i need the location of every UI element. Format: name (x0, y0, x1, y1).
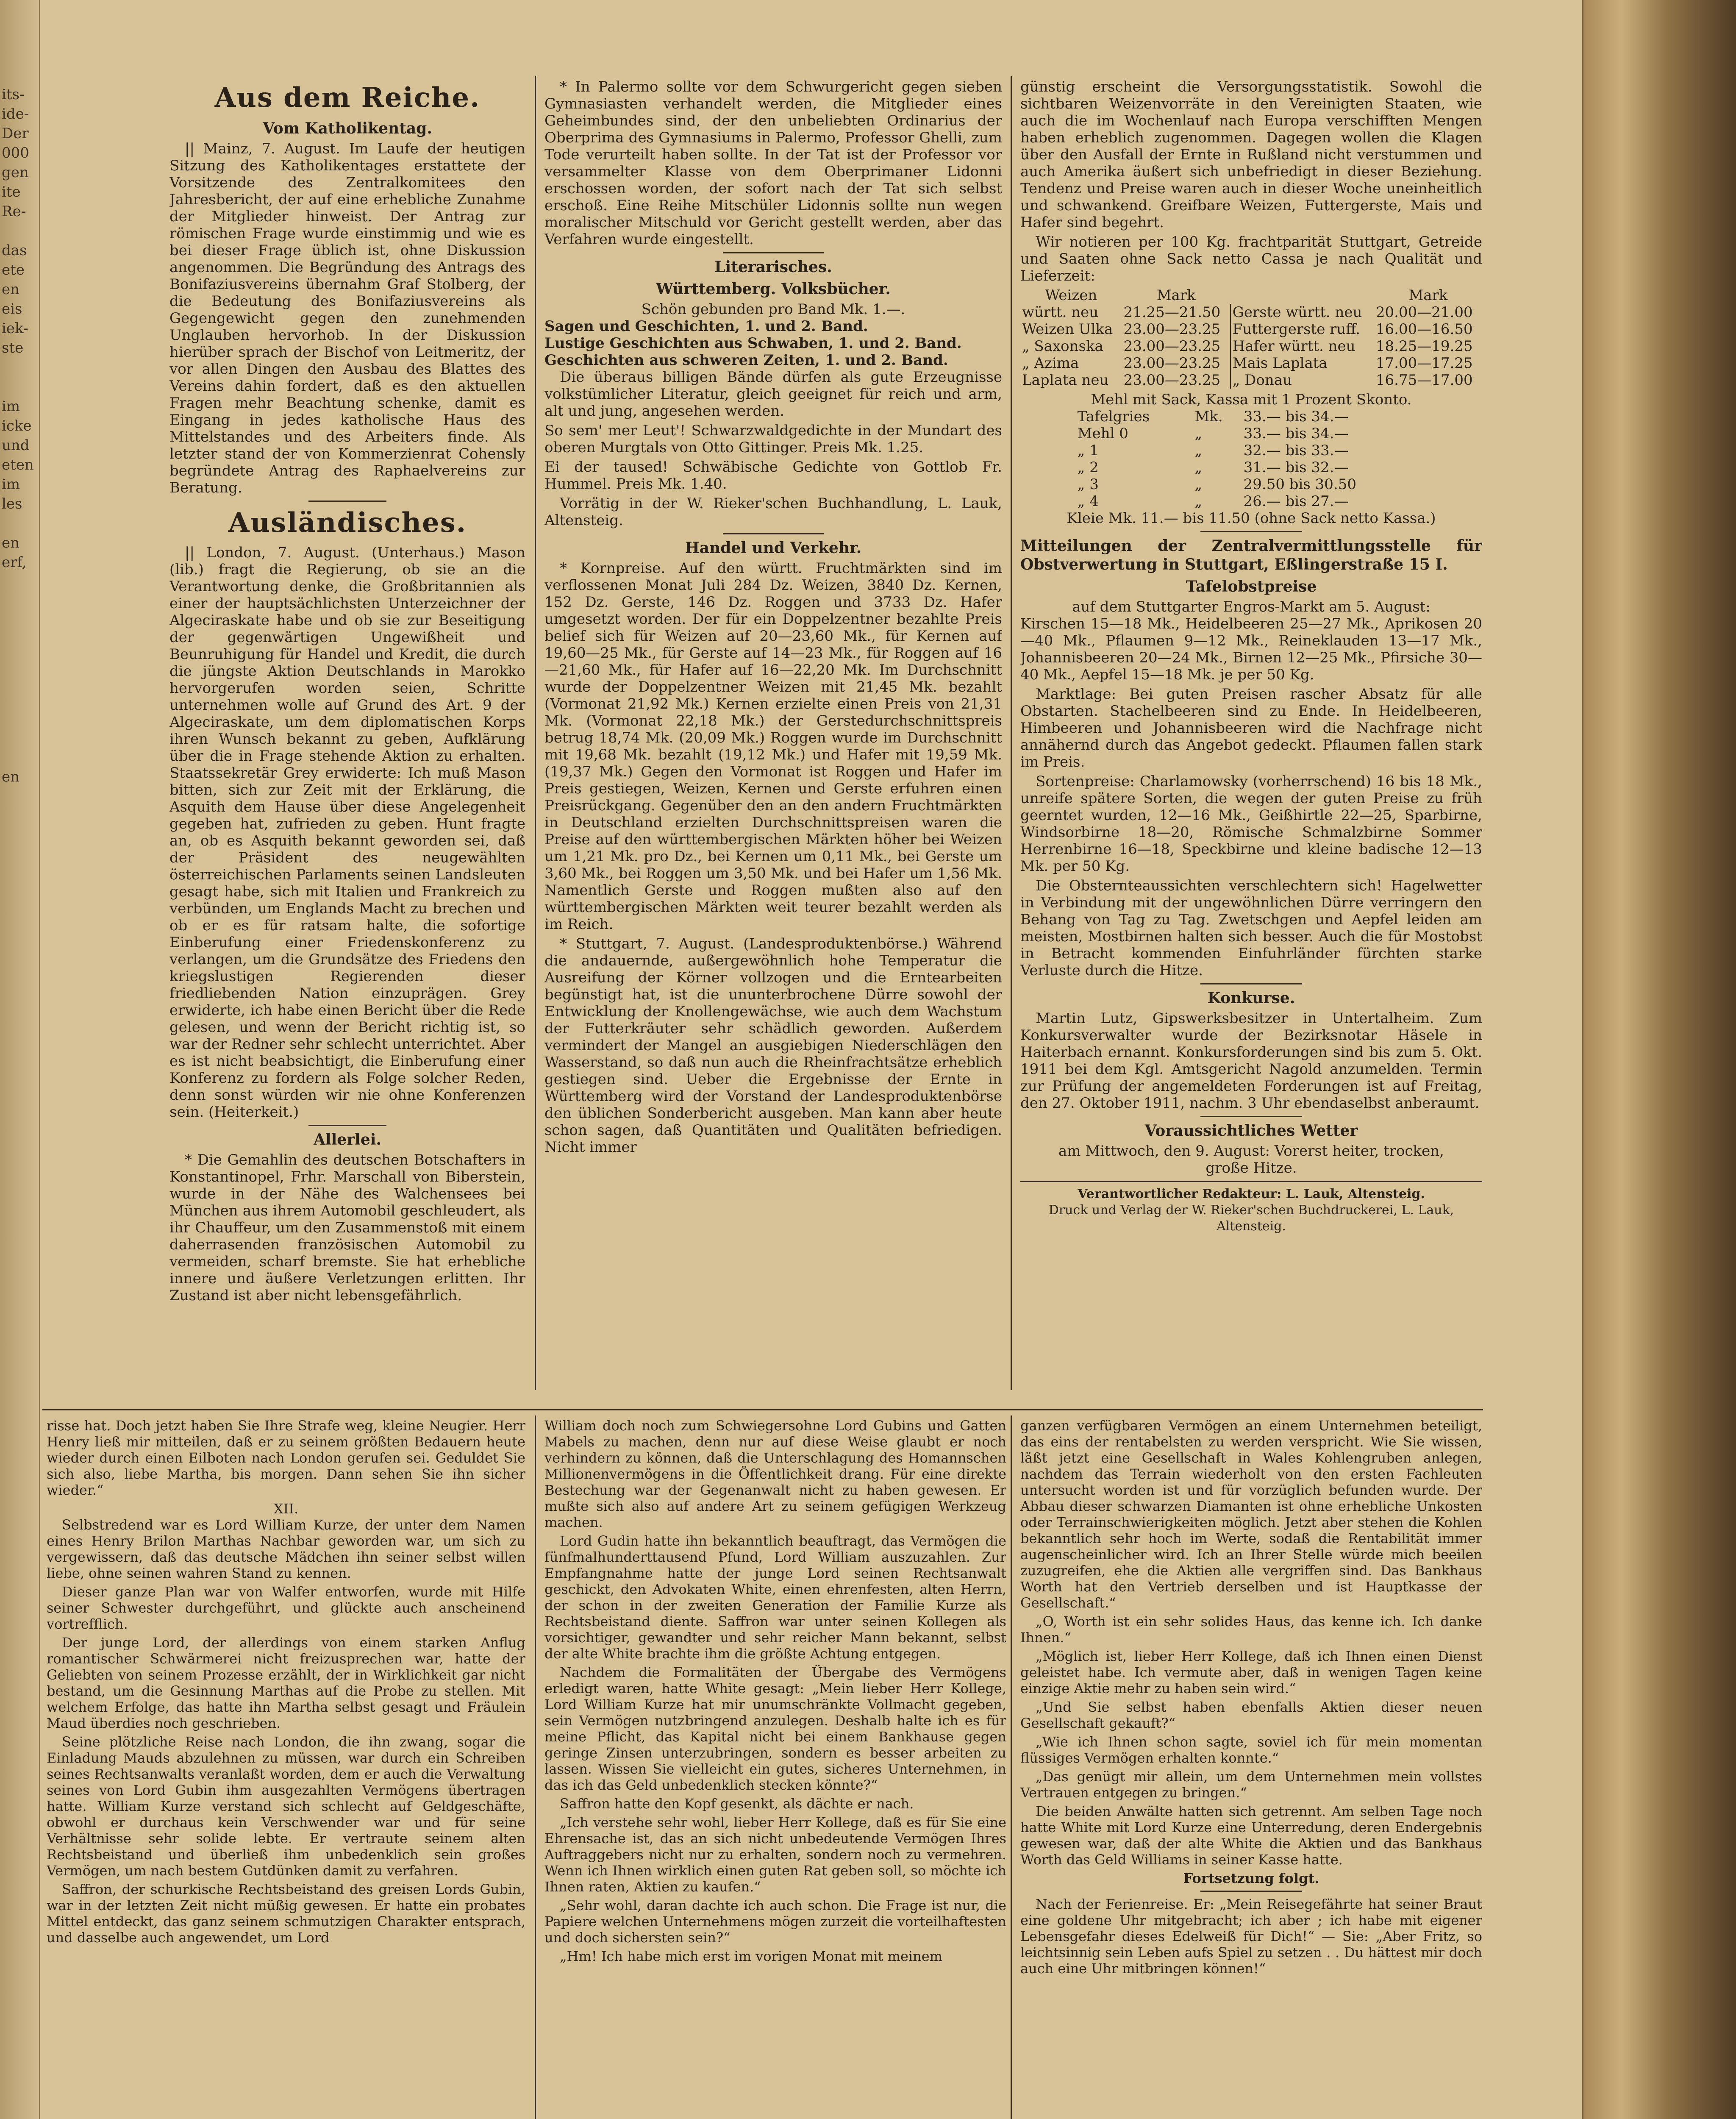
subheading-tafelobstpreise: Tafelobstpreise (1186, 578, 1317, 595)
flour-price: 29.50 bis 30.50 (1243, 476, 1357, 493)
divider (723, 252, 824, 253)
column-rule (1011, 76, 1012, 1390)
flour-unit: „ (1194, 442, 1203, 459)
grain-price: 23.00—23.25 (1122, 338, 1230, 355)
article-palermo: * In Palermo sollte vor dem Schwurgericht gegen sieben Gymnasiasten verhandelt werden, die Mitglieder eines Geheimbundes sind, der den unbeliebten Ordinarius der Oberprima des Gymnasiums in Palermo, Professor Ghelli, zum Tode verurteilt haben sollte. In der Tat ist der Professor vor versammelter Klasse von dem Oberprimaner Lidonni erschossen worden, der sofort nach der Tat sich selbst erschoß. Eine Reihe Mitschüler Lidonnis sollte nun wegen moralischer Mitschuld vor Gericht gestellt werden, aber das Verfahren wurde eingestellt. (544, 78, 1002, 248)
edge-fragment: Re- (2, 203, 26, 220)
edge-fragment: ite (2, 184, 21, 200)
imprint-publisher: Druck und Verlag der W. Rieker'schen Buchdruckerei, L. Lauk, Altensteig. (1048, 1203, 1454, 1234)
book-hummel: Ei der taused! Schwäbische Gedichte von Gottlob Fr. Hummel. Preis Mk. 1.40. (544, 459, 1002, 492)
grain-name: „ Azima (1022, 355, 1079, 372)
section-heading-konkurse: Konkurse. (1207, 989, 1295, 1007)
grain-name: württ. neu (1022, 304, 1099, 321)
serial-text: Die beiden Anwälte hatten sich getrennt. Am selben Tage noch hatte White mit Lord Kurze eine Unterredung, deren Endergebnis gewesen war, daß der alte White die Aktien und das Bankhaus Worth das Geld Williams in seiner Kasse hatte. (1020, 1803, 1482, 1868)
grain-name: Weizen Ulka (1022, 321, 1113, 338)
edge-fragment: Der (2, 125, 29, 142)
flour-price-row (1076, 425, 1422, 442)
flour-unit: Mk. (1194, 408, 1223, 425)
sortenpreise: Sortenpreise: Charlamowsky (vorherrschend) 16 bis 18 Mk., unreife spätere Sorten, die wegen der guten Preise zu früh geerntet wurden, 12—16 Mk., Geißhirtle 22—25, Sparbirne, Windsorbirne 18—20, Römische Schmalzbirne Sommer Herrenbirne 16—18, Speckbirne und kleine badische 12—13 Mk. per 50 Kg. (1020, 773, 1482, 875)
column-rule (1011, 1415, 1012, 2119)
serial-text: „Ich verstehe sehr wohl, lieber Herr Kollege, daß es für Sie eine Ehrensache ist, das an sich nicht unbedeutende Vermögen Ihres Auftraggebers nicht nur zu erhalten, sondern noch zu vermehren. Wenn ich Ihnen wirklich einen guten Rat geben soll, so möchte ich Ihnen raten, Aktien zu kaufen.“ (544, 1814, 1006, 1895)
edge-fragment: 000 (2, 145, 29, 161)
flour-price: 26.— bis 27.— (1243, 493, 1349, 510)
flour-name: „ 2 (1077, 459, 1099, 476)
section-heading-auslaendisches: Ausländisches. (228, 507, 467, 539)
grain-price: 21.25—21.50 (1122, 304, 1230, 321)
article-london: || London, 7. August. (Unterhaus.) Mason (lib.) fragt die Regierung, ob sie an die Verantwortung denke, die Großbritannien als einer der hauptsächlichsten Unterzeichner der Algeciraskate habe und ob sie zur Beseitigung der gegenwärtigen Ungewißheit und Beunruhigung für Handel und Kredit, die durch die jüngste Aktion Deutschlands in Marokko hervorgerufen worden seien, Schritte unternehmen wolle auf Grund des Art. 9 der Algeciraskate, um dem diplomatischen Korps ihren Wunsch bekannt zu geben, Aufklärung über die in Frage stehende Aktion zu erhalten. Staatssekretär Grey erwiderte: Ich muß Mason bitten, sich zur Zeit mit der Erklärung, die Asquith dem Hause über diese Angelegenheit gegeben hat, zufrieden zu geben. Hunt fragte an, ob es Asquith bekannt geworden sei, daß der Präsident des neugewählten österreichischen Parlaments seinen Landsleuten gesagt habe, sich mit Italien und Frankreich zu verbünden, um Englands Macht zu brechen und ob er es für ratsam halte, die sofortige Einberufung einer Friedenskonferenz zu verlangen, um die Grundsätze des Friedens den kriegslustigen Regierenden dieser friedliebenden Nation einzuprägen. Grey erwiderte, ich habe einen Bericht über die Rede gelesen, und wenn der Bericht richtig ist, so war der Redner sehr schlecht unterrichtet. Aber es ist nicht beabsichtigt, die Einberufung einer Konferenz zu fordern als Folge solcher Reden, denn sonst würden wir nie ohne Konferenzen sein. (Heiterkeit.) (169, 544, 525, 1121)
engros-markt-line: auf dem Stuttgarter Engros-Markt am 5. August: (1072, 598, 1430, 615)
edge-fragment: iek- (2, 320, 28, 337)
mehl-title: Mehl mit Sack, Kassa mit 1 Prozent Skonto. (1091, 391, 1412, 408)
continued-note: Fortsetzung folgt. (1183, 1870, 1319, 1886)
edge-fragment: ste (2, 339, 24, 356)
book-description: Die überaus billigen Bände dürfen als gute Erzeugnisse volkstümlicher Literatur, gleich geeignet für reich und arm, alt und jung, angesehen werden. (544, 369, 1002, 420)
heading-wetter: Voraussichtliches Wetter (1144, 1122, 1358, 1140)
serial-text: ganzen verfügbaren Vermögen an einem Unternehmen beteiligt, das eins der rentabelsten zu werden verspricht. Wie Sie wissen, läßt jetzt eine Gesellschaft in Wales Kohlengruben anlegen, nachdem das Terrain wiederholt von den ersten Fachleuten untersucht worden ist und für vorzüglich befunden wurde. Der Abbau dieser schwarzen Diamanten ist ohne erhebliche Unkosten oder Terrainschwierigkeiten möglich. Jetzt aber stehen die Kohlen bekanntlich sehr hoch im Werte, sodaß die Rentabilität immer augenscheinlicher wird. Ich an Ihrer Stelle würde mich beeilen zuzugreifen, ehe die Aktien alle vergriffen sind. Das Bankhaus Worth hat den Vertrieb derselben und ist Hauptkasse der Gesellschaft.“ (1020, 1418, 1482, 1611)
serial-text: Saffron, der schurkische Rechtsbeistand des greisen Lords Gubin, war in der letzten Zeit nicht müßig gewesen. Er hatte ein probates Mittel entdeckt, das ganz seinem schmutzigen Charakter entsprach, und dasselbe auch angewendet, um Lord (47, 1881, 525, 1946)
serial-column-2 (544, 1418, 1006, 2119)
kleie-line: Kleie Mk. 11.— bis 11.50 (ohne Sack netto Kassa.) (1067, 510, 1436, 527)
serial-text: Lord Gudin hatte ihn bekanntlich beauftragt, das Vermögen die fünfmalhunderttausend Pfund, Lord William auszuzahlen. Zur Empfangnahme hatte der junge Lord seinen Rechtsanwalt geschickt, den Advokaten White, einen ehrenfesten, alten Herrn, der schon in der zweiten Generation der Familie Kurze als Rechtsbeistand diente. Saffron war unter seinen Kollegen als vorsichtiger, gewandter und sehr reicher Mann bekannt, selbst der alte White brachte ihm die größte Achtung entgegen. (544, 1533, 1006, 1662)
column-2 (544, 78, 1002, 1401)
bookstore-note: Vorrätig in der W. Rieker'schen Buchhandlung, L. Lauk, Altensteig. (544, 495, 1002, 529)
fruit-prices: Kirschen 15—18 Mk., Heidelbeeren 25—27 Mk., Aprikosen 20—40 Mk., Pflaumen 9—12 Mk., Reineklauden 13—17 Mk., Johannisbeeren 20—24 Mk., Birnen 12—25 Mk., Pfirsiche 30—40 Mk., Aepfel 15—18 Mk. je per 50 Kg. (1020, 615, 1482, 683)
edge-fragment: en (2, 281, 20, 298)
article-konstantinopel: * Die Gemahlin des deutschen Botschafters in Konstantinopel, Frhr. Marschall von Biberstein, wurde in der Nähe des Walchensees bei München aus ihrem Automobil geschleudert, als ihr Chauffeur, um den Zusammenstoß mit einem daherrasenden französischen Automobil zu vermeiden, scharf bremste. Sie hat erhebliche innere und äußere Verletzungen erlitten. Ihr Zustand ist aber nicht lebensgefährlich. (169, 1151, 525, 1304)
book-gittinger: So sem' mer Leut'! Schwarzwaldgedichte in der Mundart des oberen Murgtals von Otto Gittinger. Preis Mk. 1.25. (544, 422, 1002, 456)
grain-price: 17.00—17.25 (1375, 355, 1473, 372)
serial-text: Selbstredend war es Lord William Kurze, der unter dem Namen eines Henry Brilon Marthas Nachbar geworden war, um sich zu vergewissern, daß das deutsche Mädchen ihn seiner selbst willen liebe, ohne seinen wahren Stand zu kennen. (47, 1517, 525, 1581)
serial-text: „Wie ich Ihnen schon sagte, soviel ich für mein momentan flüssiges Vermögen erhalten konnte.“ (1020, 1734, 1482, 1766)
section-heading-literarisches: Literarisches. (714, 258, 832, 276)
divider (1200, 1116, 1302, 1117)
edge-fragment: its- (2, 86, 25, 103)
book-title-3: Geschichten aus schweren Zeiten, 1. und 2. Band. (544, 352, 948, 369)
adjacent-page-edge (0, 0, 40, 2119)
grain-name: Gerste württ. neu (1232, 304, 1362, 321)
grain-name: Hafer württ. neu (1232, 338, 1355, 355)
grain-price-row (1020, 304, 1482, 321)
divider (1200, 531, 1302, 532)
th-mark: Mark (1156, 287, 1196, 304)
flour-name: Mehl 0 (1077, 425, 1128, 442)
divider (308, 1125, 387, 1126)
grain-price-row (1020, 355, 1482, 372)
column-3 (1020, 78, 1482, 1401)
flour-name: „ 3 (1077, 476, 1099, 493)
weather-forecast: am Mittwoch, den 9. August: Vorerst heiter, trocken, große Hitze. (1058, 1143, 1444, 1176)
grain-price: 23.00—23.25 (1122, 355, 1230, 372)
book-title-1: Sagen und Geschichten, 1. und 2. Band. (544, 318, 868, 335)
serial-text: Der junge Lord, der allerdings von einem starken Anflug romantischer Schwärmerei nicht freizusprechen war, hatte der Geliebten von seinem Prozesse erzählt, der in Wirklichkeit gar nicht bestand, um die Gesinnung Marthas auf die Probe zu stellen. Mit welchem Erfolge, das hatte ihn Martha selbst gesagt und Fräulein Maud überdies noch geschrieben. (47, 1635, 525, 1731)
flour-price-row (1076, 442, 1422, 459)
edge-fragment: erf, (2, 554, 27, 571)
grain-price-row (1020, 338, 1482, 355)
edge-fragment: en (2, 534, 20, 551)
section-heading-reich: Aus dem Reiche. (214, 82, 481, 114)
flour-price: 33.— bis 34.— (1243, 408, 1349, 425)
serial-column-3 (1020, 1418, 1482, 2119)
column-rule (535, 1415, 536, 2119)
article-versorgung: günstig erscheint die Versorgungsstatistik. Sowohl die sichtbaren Weizenvorräte in den Vereinigten Staaten, wie auch die im Wochenlauf nach Europa verschifften Mengen haben erheblich zugenommen. Dagegen wollen die Klagen über den Ausfall der Ernte in Rußland nicht verstummen und auch Amerika äußert sich unbefriedigt in dieser Beziehung. Tendenz und Preise waren auch in dieser Woche uneinheitlich und schwankend. Greifbare Weizen, Futtergerste, Mais und Hafer sind begehrt. (1020, 78, 1482, 231)
divider (723, 533, 824, 534)
flour-unit: „ (1194, 425, 1203, 442)
grain-name: „ Saxonska (1022, 338, 1103, 355)
subheading-allerlei: Allerlei. (314, 1131, 381, 1148)
serial-text: risse hat. Doch jetzt haben Sie Ihre Strafe weg, kleine Neugier. Herr Henry ließ mir mitteilen, daß er zu seinem größten Bedauern heute wieder durch einen Eilboten nach London gerufen sei. Geduldet Sie sich also, liebe Martha, bis morgen. Dann sehen Sie ihn sicher wieder.“ (47, 1418, 525, 1498)
flour-price-row (1076, 459, 1422, 476)
grain-price-table (1020, 287, 1482, 389)
flour-name: Tafelgries (1077, 408, 1150, 425)
flour-unit: „ (1194, 459, 1203, 476)
serial-text: „Das genügt mir allein, um dem Unternehmen mein vollstes Vertrauen entgegen zu bringen.“ (1020, 1769, 1482, 1801)
grain-name: „ Donau (1232, 372, 1292, 389)
serial-text: „O, Worth ist ein sehr solides Haus, das kenne ich. Ich danke Ihnen.“ (1020, 1613, 1482, 1646)
edge-fragment: les (2, 495, 22, 512)
article-landesproduktenboerse: * Stuttgart, 7. August. (Landesproduktenbörse.) Während die andauernde, außergewöhnlich hohe Temperatur die Ausreifung der Körner vollzogen und die Erntearbeiten begünstigt hat, ist die ununterbrochene Dürre sowohl der Entwicklung der Knollengewächse, wie auch dem Wachstum der Futterkräuter sehr schädlich geworden. Außerdem vermindert der Mangel an ausgiebigen Niederschlägen den Wasserstand, so daß nun auch die Rheinfrachtsätze erheblich gestiegen sind. Ueber die Ergebnisse der Ernte in Württemberg wird der Vorstand der Landesproduktenbörse den üblichen Sonderbericht ausgeben. Man kann aber heute schon sagen, daß Quantitäten und Qualitäten befriedigen. Nicht immer (544, 935, 1002, 1156)
serial-text: Seine plötzliche Reise nach London, die ihn zwang, sogar die Einladung Mauds abzulehnen zu müssen, war durch ein Schreiben seines Rechtsanwalts veranlaßt worden, dem er auch die Verwaltung seines von Lord Gubin ihm ausgezahlten Vermögens übertragen hatte. William Kurze verstand sich schlecht auf Geldgeschäfte, obwohl er durchaus kein Verschwender war und für seine Verhältnisse sehr solide lebte. Er vertraute seinem alten Rechtsbeistand und überließ ihm unbedenklich sein großes Vermögen, um nach bestem Gutdünken damit zu verfahren. (47, 1734, 525, 1879)
edge-fragment: im (2, 476, 20, 493)
column-rule (535, 76, 536, 1390)
heading-obstverwertung: Mitteilungen der Zentralvermittlungsstelle für Obstverwertung in Stuttgart, Eßlingerstraße 15 I. (1020, 537, 1482, 573)
serial-text: Dieser ganze Plan war von Walfer entworfen, wurde mit Hilfe seiner Schwester durchgeführt, und glückte auch anscheinend vortrefflich. (47, 1584, 525, 1632)
edge-fragment: icke (2, 417, 32, 434)
divider (1020, 1181, 1482, 1182)
price-intro: Wir notieren per 100 Kg. frachtparität Stuttgart, Getreide und Saaten ohne Sack netto Cassa je nach Qualität und Lieferzeit: (1020, 234, 1482, 284)
column-1 (169, 78, 525, 1401)
grain-price-row (1020, 321, 1482, 338)
grain-price: 23.00—23.25 (1122, 372, 1230, 389)
grain-price: 16.00—16.50 (1375, 321, 1473, 338)
edge-fragment: eis (2, 300, 22, 317)
edge-fragment: gen (2, 164, 29, 181)
divider (1200, 1891, 1302, 1892)
flour-unit: „ (1194, 476, 1203, 493)
section-heading-handel: Handel und Verkehr. (685, 539, 862, 557)
flour-unit: „ (1194, 493, 1203, 510)
serial-text: „Möglich ist, lieber Herr Kollege, daß ich Ihnen einen Dienst geleistet habe. Ich vermute aber, daß in wenigen Tagen keine einzige Aktie mehr zu haben sein wird.“ (1020, 1648, 1482, 1696)
flour-price-table (1076, 408, 1422, 510)
edge-fragment: ide- (2, 106, 29, 122)
serial-text: Saffron hatte den Kopf gesenkt, als dächte er nach. (560, 1796, 914, 1812)
feuilleton-rule (42, 1409, 1483, 1410)
flour-name: „ 4 (1077, 493, 1099, 510)
edge-fragment: eten (2, 456, 34, 473)
flour-price: 31.— bis 32.— (1243, 459, 1349, 476)
edge-fragment: und (2, 437, 30, 454)
serial-text: „Sehr wohl, daran dachte ich auch schon. Die Frage ist nur, die Papiere welchen Unternehmens mögen zurzeit die vorteilhaftesten und doch sichersten sein?“ (544, 1897, 1006, 1946)
edge-fragment: ete (2, 261, 25, 278)
serial-text: William doch noch zum Schwiegersohne Lord Gubins und Gatten Mabels zu machen, denn nur auf diese Weise glaubt er noch verhindern zu können, daß die Unterschlagung des Homannschen Millionenvermögens in die Öffentlichkeit drang. Für eine direkte Bestechung war der Gegenanwalt nicht zu haben gewesen. Er mußte sich also auf andere Art zu seinem gefügigen Werkzeug machen. (544, 1418, 1006, 1530)
flour-price: 32.— bis 33.— (1243, 442, 1349, 459)
serial-text: Nachdem die Formalitäten der Übergabe des Vermögens erledigt waren, hatte White gesagt: „Mein lieber Herr Kollege, Lord William Kurze hat mir unumschränkte Vollmacht gegeben, sein Vermögen nutzbringend anzulegen. Deshalb halte ich es für meine Pflicht, das Kapital nicht bei einem Bankhause gegen geringe Zinsen unterzubringen, sondern es besser arbeiten zu lassen. Wissen Sie vielleicht ein gutes, sicheres Unternehmen, in das ich das Geld unbedenklich stecken könnte?“ (544, 1664, 1006, 1793)
flour-name: „ 1 (1077, 442, 1099, 459)
article-kornpreise: * Kornpreise. Auf den württ. Fruchtmärkten sind im verflossenen Monat Juli 284 Dz. Weizen, 3840 Dz. Kernen, 152 Dz. Gerste, 146 Dz. Roggen und 3733 Dz. Hafer umgesetzt worden. Der für ein Doppelzentner bezahlte Preis belief sich für Weizen auf 20—23,60 Mk., für Kernen auf 19,60—25 Mk., für Gerste auf 14—23 Mk., für Roggen auf 16—21,60 Mk., für Hafer auf 16—22,20 Mk. Im Durchschnitt wurde der Doppelzentner Weizen mit 21,45 Mk. bezahlt (Vormonat 21,92 Mk.) Kernen erzielte einen Preis von 21,31 Mk. (Vormonat 22,18 Mk.) der Gerstedurchschnittspreis betrug 18,74 Mk. (20,09 Mk.) Roggen wurde im Durchschnitt mit 19,68 Mk. bezahlt (19,12 Mk.) und Hafer mit 19,59 Mk. (19,37 Mk.) Gegen den Vormonat ist Roggen und Hafer im Preis gestiegen, Weizen, Kernen und Gerste erfuhren einen Preisrückgang. Gegenüber den an den andern Fruchtmärkten in Deutschland erzielten Durchschnittspreisen waren die Preise auf den württembergischen Märkten höher bei Weizen um 1,21 Mk. pro Dz., bei Kernen um 0,11 Mk., bei Gerste um 3,60 Mk., bei Roggen um 3,50 Mk. und bei Hafer um 1,56 Mk. Namentlich Gerste und Roggen mußten also auf den württembergischen Märkten weit teurer bezahlt werden als im Reich. (544, 560, 1002, 933)
divider (308, 501, 387, 502)
flour-price-row (1076, 493, 1422, 510)
subheading-katholikentag: Vom Katholikentag. (263, 120, 432, 137)
serial-text: „Und Sie selbst haben ebenfalls Aktien dieser neuen Gesellschaft gekauft?“ (1020, 1699, 1482, 1731)
imprint-editor: Verantwortlicher Redakteur: L. Lauk, Altensteig. (1078, 1187, 1425, 1201)
book-price-line: Schön gebunden pro Band Mk. 1.—. (641, 301, 905, 318)
edge-fragment: im (2, 398, 20, 415)
grain-price: 18.25—19.25 (1375, 338, 1473, 355)
marktlage: Marktlage: Bei guten Preisen rascher Absatz für alle Obstarten. Stachelbeeren sind zu Ende. In Heidelbeeren, Himbeeren und Johannisbeeren wird die Nachfrage nicht annähernd durch das Angebot gedeckt. Pflaumen fallen stark im Preis. (1020, 686, 1482, 770)
divider (1200, 983, 1302, 984)
obsternteaussichten: Die Obsternteaussichten verschlechtern sich! Hagelwetter in Verbindung mit der ungewöhnlichen Dürre verringern den Behang von Tag zu Tag. Zwetschgen und Aepfel leiden am meisten, Mostbirnen halten sich besser. Auch die für Mostobst in Betracht kommenden Einfuhrländer fürchten starke Verluste durch die Hitze. (1020, 877, 1482, 979)
edge-fragment: en (2, 768, 20, 785)
grain-price: 20.00—21.00 (1375, 304, 1473, 321)
book-spine (1582, 0, 1736, 2119)
chapter-number: XII. (273, 1501, 299, 1517)
grain-price: 23.00—23.25 (1122, 321, 1230, 338)
serial-column-1 (47, 1418, 525, 2119)
flour-price-row (1076, 408, 1422, 425)
grain-price: 16.75—17.00 (1375, 372, 1473, 389)
anecdote-ferienreise: Nach der Ferienreise. Er: „Mein Reisegefährte hat seiner Braut eine goldene Uhr mitgebracht; ich aber ; ich habe mit eigener Lebensgefahr dieses Edelweiß für Dich!“ — Sie: „Aber Fritz, so leichtsinnig sein Leben aufs Spiel zu setzen . . Du hättest mir doch auch eine Uhr mitbringen können!“ (1020, 1896, 1482, 1977)
konkurs-lutz: Martin Lutz, Gipswerksbesitzer in Untertalheim. Zum Konkursverwalter wurde der Bezirksnotar Häsele in Haiterbach ernannt. Konkursforderungen sind bis zum 5. Okt. 1911 bei dem Kgl. Amtsgericht Nagold anzumelden. Termin zur Prüfung der angemeldeten Forderungen ist auf Freitag, den 27. Oktober 1911, nachm. 3 Uhr ebendaselbst anberaumt. (1020, 1010, 1482, 1112)
grain-name: Futtergerste ruff. (1232, 321, 1361, 338)
flour-price: 33.— bis 34.— (1243, 425, 1349, 442)
edge-fragment: das (2, 242, 27, 259)
subheading-volksbuecher: Württemberg. Volksbücher. (656, 280, 891, 298)
article-mainz: || Mainz, 7. August. Im Laufe der heutigen Sitzung des Katholikentages erstattete der Vorsitzende des Zentralkomitees den Jahresbericht, der auf eine erhebliche Zunahme der Mitglieder hinweist. Der Antrag zur römischen Frage wurde einstimmig und wie es bei dieser Frage üblich ist, ohne Diskussion angenommen. Die Begründung des Antrags des Bonifaziusvereins übernahm Graf Stolberg, der die Bedeutung des Bonifaziusvereins als Gegengewicht gegen den zunehmenden Unglauben hervorhob. In der Diskussion hierüber sprach der Bischof von Leitmeritz, der vor allen Dingen den Ausbau des Blattes des Vereins dahin fordert, daß es den aktuellen Fragen mehr Beachtung schenke, damit es Eingang in jedes katholische Haus des Mittelstandes und des Arbeiters finde. Als letzter stand der von Kommerzienrat Cohensly begründete Antrag des Raphaelvereins zur Beratung. (169, 140, 525, 496)
th-mark: Mark (1408, 287, 1448, 304)
serial-text: „Hm! Ich habe mich erst im vorigen Monat mit meinem (560, 1948, 943, 1964)
th-weizen: Weizen (1045, 287, 1097, 304)
grain-name: Mais Laplata (1232, 355, 1328, 372)
book-title-2: Lustige Geschichten aus Schwaben, 1. und 2. Band. (544, 335, 962, 352)
grain-name: Laplata neu (1022, 372, 1109, 389)
flour-price-row (1076, 476, 1422, 493)
grain-price-row (1020, 372, 1482, 389)
